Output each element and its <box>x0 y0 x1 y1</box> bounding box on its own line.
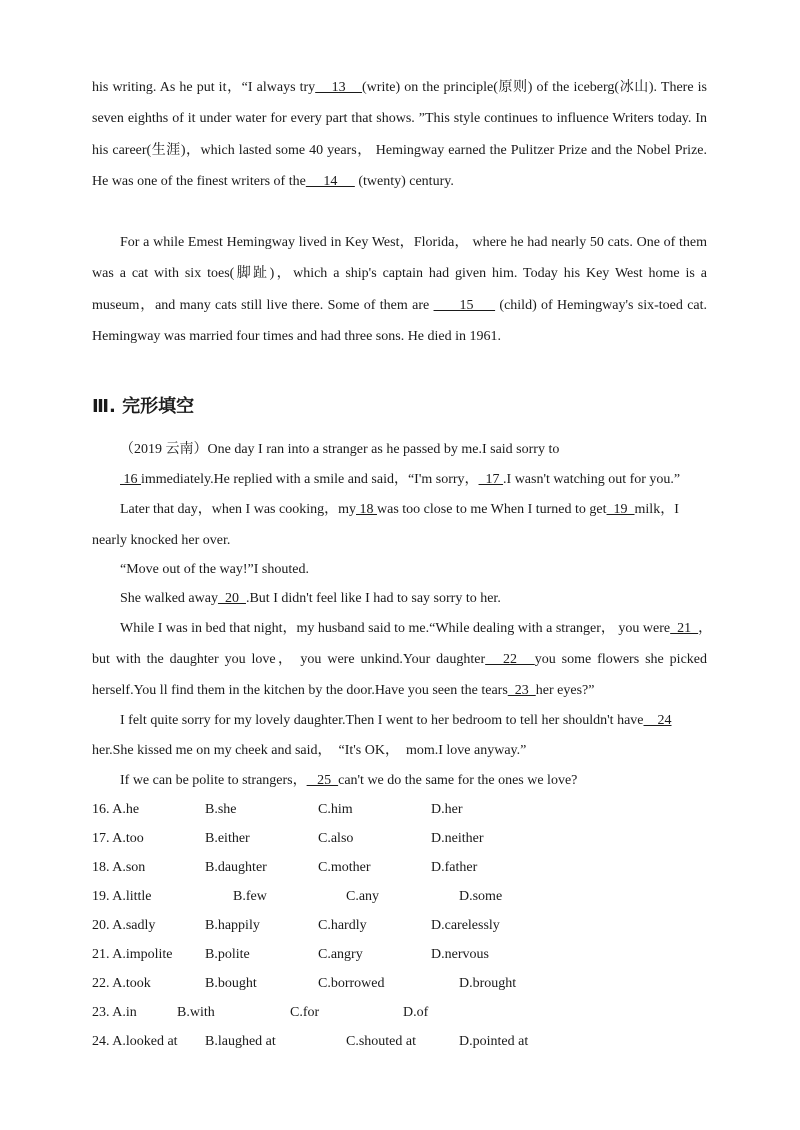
option-b: B.bought <box>205 976 257 991</box>
option-b: B.happily <box>205 918 260 933</box>
blank-24: 24 <box>643 713 672 728</box>
option-c: C.any <box>346 889 380 904</box>
cloze-line <box>120 560 309 580</box>
option-c: C.also <box>318 831 354 846</box>
option-b: B.daughter <box>205 860 267 875</box>
cloze-text: herself.You ll find them in the kitchen by the door.Have you seen the tears <box>92 683 508 698</box>
option-d: D.her <box>431 802 463 817</box>
option-d: D.pointed at <box>459 1034 529 1049</box>
passage-text: his writing. As he put it，“I always try <box>92 80 316 95</box>
option-a: 22. A.took <box>92 976 151 991</box>
option-c: C.him <box>318 802 353 817</box>
option-a: 17. A.too <box>92 831 144 846</box>
option-b: B.polite <box>205 947 250 962</box>
cloze-text: was too close to me When I turned to get <box>377 502 607 517</box>
cloze-line <box>92 741 526 761</box>
option-c: C.mother <box>318 860 371 875</box>
option-d: D.father <box>431 860 478 875</box>
option-b: B.few <box>233 889 267 904</box>
option-a: 20. A.sadly <box>92 918 156 933</box>
cloze-text: ， <box>698 621 713 636</box>
option-a: 23. A.in <box>92 1005 137 1020</box>
cloze-line <box>92 531 230 551</box>
blank-15: 15 <box>433 297 496 313</box>
blank-23: 23 <box>507 683 536 698</box>
option-d: D.nervous <box>431 947 489 962</box>
passage-text: For a while Emest Hemingway lived in Key West，Florida， where he had nearly 50 cats. One of them was a cat with six toes(脚趾)，which a ship's captain had given him. Today his Key West home is a museum，and many cats still live there. Some of them are <box>92 235 707 313</box>
option-d: D.some <box>459 889 503 904</box>
cloze-line <box>92 650 707 670</box>
option-b: B.she <box>205 802 237 817</box>
option-c: C.shouted at <box>346 1034 416 1049</box>
passage-text: (twenty) century. <box>354 173 454 189</box>
blank-25: 25 <box>306 773 339 788</box>
option-c: C.hardly <box>318 918 367 933</box>
cloze-text: nearly knocked her over. <box>92 533 231 548</box>
cloze-text: （2019 云南）One day I ran into a stranger as he passed by me.I said sorry to <box>120 442 560 457</box>
passage-paragraph-1 <box>92 72 707 197</box>
cloze-line <box>120 771 577 791</box>
option-d: D.of <box>403 1005 429 1020</box>
option-c: C.angry <box>318 947 363 962</box>
cloze-text: She walked away <box>120 591 218 606</box>
option-b: B.either <box>205 831 250 846</box>
blank-22: 22 <box>485 652 535 667</box>
cloze-text: immediately.He replied with a smile and said，“I'm sorry， <box>141 472 479 487</box>
blank-21: 21 <box>670 621 699 636</box>
cloze-text: her eyes?” <box>535 683 595 698</box>
blank-20: 20 <box>217 591 246 606</box>
option-a: 24. A.looked at <box>92 1034 178 1049</box>
option-c: C.for <box>290 1005 320 1020</box>
blank-16: 16 <box>120 472 141 487</box>
option-c: C.borrowed <box>318 976 385 991</box>
blank-17: 17 <box>478 472 504 487</box>
cloze-text: If we can be polite to strangers， <box>120 773 307 788</box>
cloze-text: you some flowers she picked <box>534 652 707 667</box>
option-d: D.neither <box>431 831 484 846</box>
option-b: B.with <box>177 1005 215 1020</box>
blank-14: 14 <box>305 173 355 189</box>
cloze-text: I felt quite sorry for my lovely daughter.Then I went to her bedroom to tell her shouldn't have <box>120 713 644 728</box>
cloze-line <box>120 619 712 639</box>
passage-paragraph-2 <box>92 227 707 352</box>
option-d: D.carelessly <box>431 918 500 933</box>
blank-18: 18 <box>356 502 377 517</box>
passage-text: (write) on the principle(原则) of the iceberg(冰山). There is seven eighths of it under water for every part that shows. ”This style continues to influence Writers today. In his career(生涯)，which lasted some 40 years， Hemingway earned the Pulitzer Prize and the Nobel Prize. He was one of the finest writers of the <box>92 80 707 189</box>
cloze-line <box>120 711 672 731</box>
cloze-line <box>120 500 679 520</box>
cloze-text: .But I didn't feel like I had to say sorry to her. <box>245 591 501 606</box>
cloze-text: can't we do the same for the ones we love? <box>338 773 578 788</box>
option-b: B.laughed at <box>205 1034 276 1049</box>
option-a: 16. A.he <box>92 802 140 817</box>
option-d: D.brought <box>459 976 517 991</box>
cloze-text: While I was in bed that night，my husband said to me.“While dealing with a stranger， you were <box>120 621 671 636</box>
section-heading: Ⅲ. 完形填空 <box>92 396 195 417</box>
cloze-text: her.She kissed me on my cheek and said， “It's OK， mom.I love anyway.” <box>92 743 527 758</box>
option-a: 18. A.son <box>92 860 146 875</box>
cloze-line <box>120 440 559 460</box>
passage-text: (child) of Hemingway's six-toed cat. Hemingway was married four times and had three sons. He died in 1961. <box>92 297 708 344</box>
blank-19: 19 <box>606 502 635 517</box>
cloze-text: “Move out of the way!”I shouted. <box>120 562 309 577</box>
cloze-text: Later that day，when I was cooking，my <box>120 502 356 517</box>
option-a: 19. A.little <box>92 889 152 904</box>
cloze-text: milk，I <box>634 502 679 517</box>
blank-13: 13 <box>315 80 363 95</box>
cloze-line <box>120 589 501 609</box>
cloze-text: .I wasn't watching out for you.” <box>503 472 681 487</box>
option-a: 21. A.impolite <box>92 947 173 962</box>
cloze-line <box>120 470 680 490</box>
cloze-text: but with the daughter you love， you were unkind.Your daughter <box>92 652 486 667</box>
cloze-line <box>92 681 594 701</box>
